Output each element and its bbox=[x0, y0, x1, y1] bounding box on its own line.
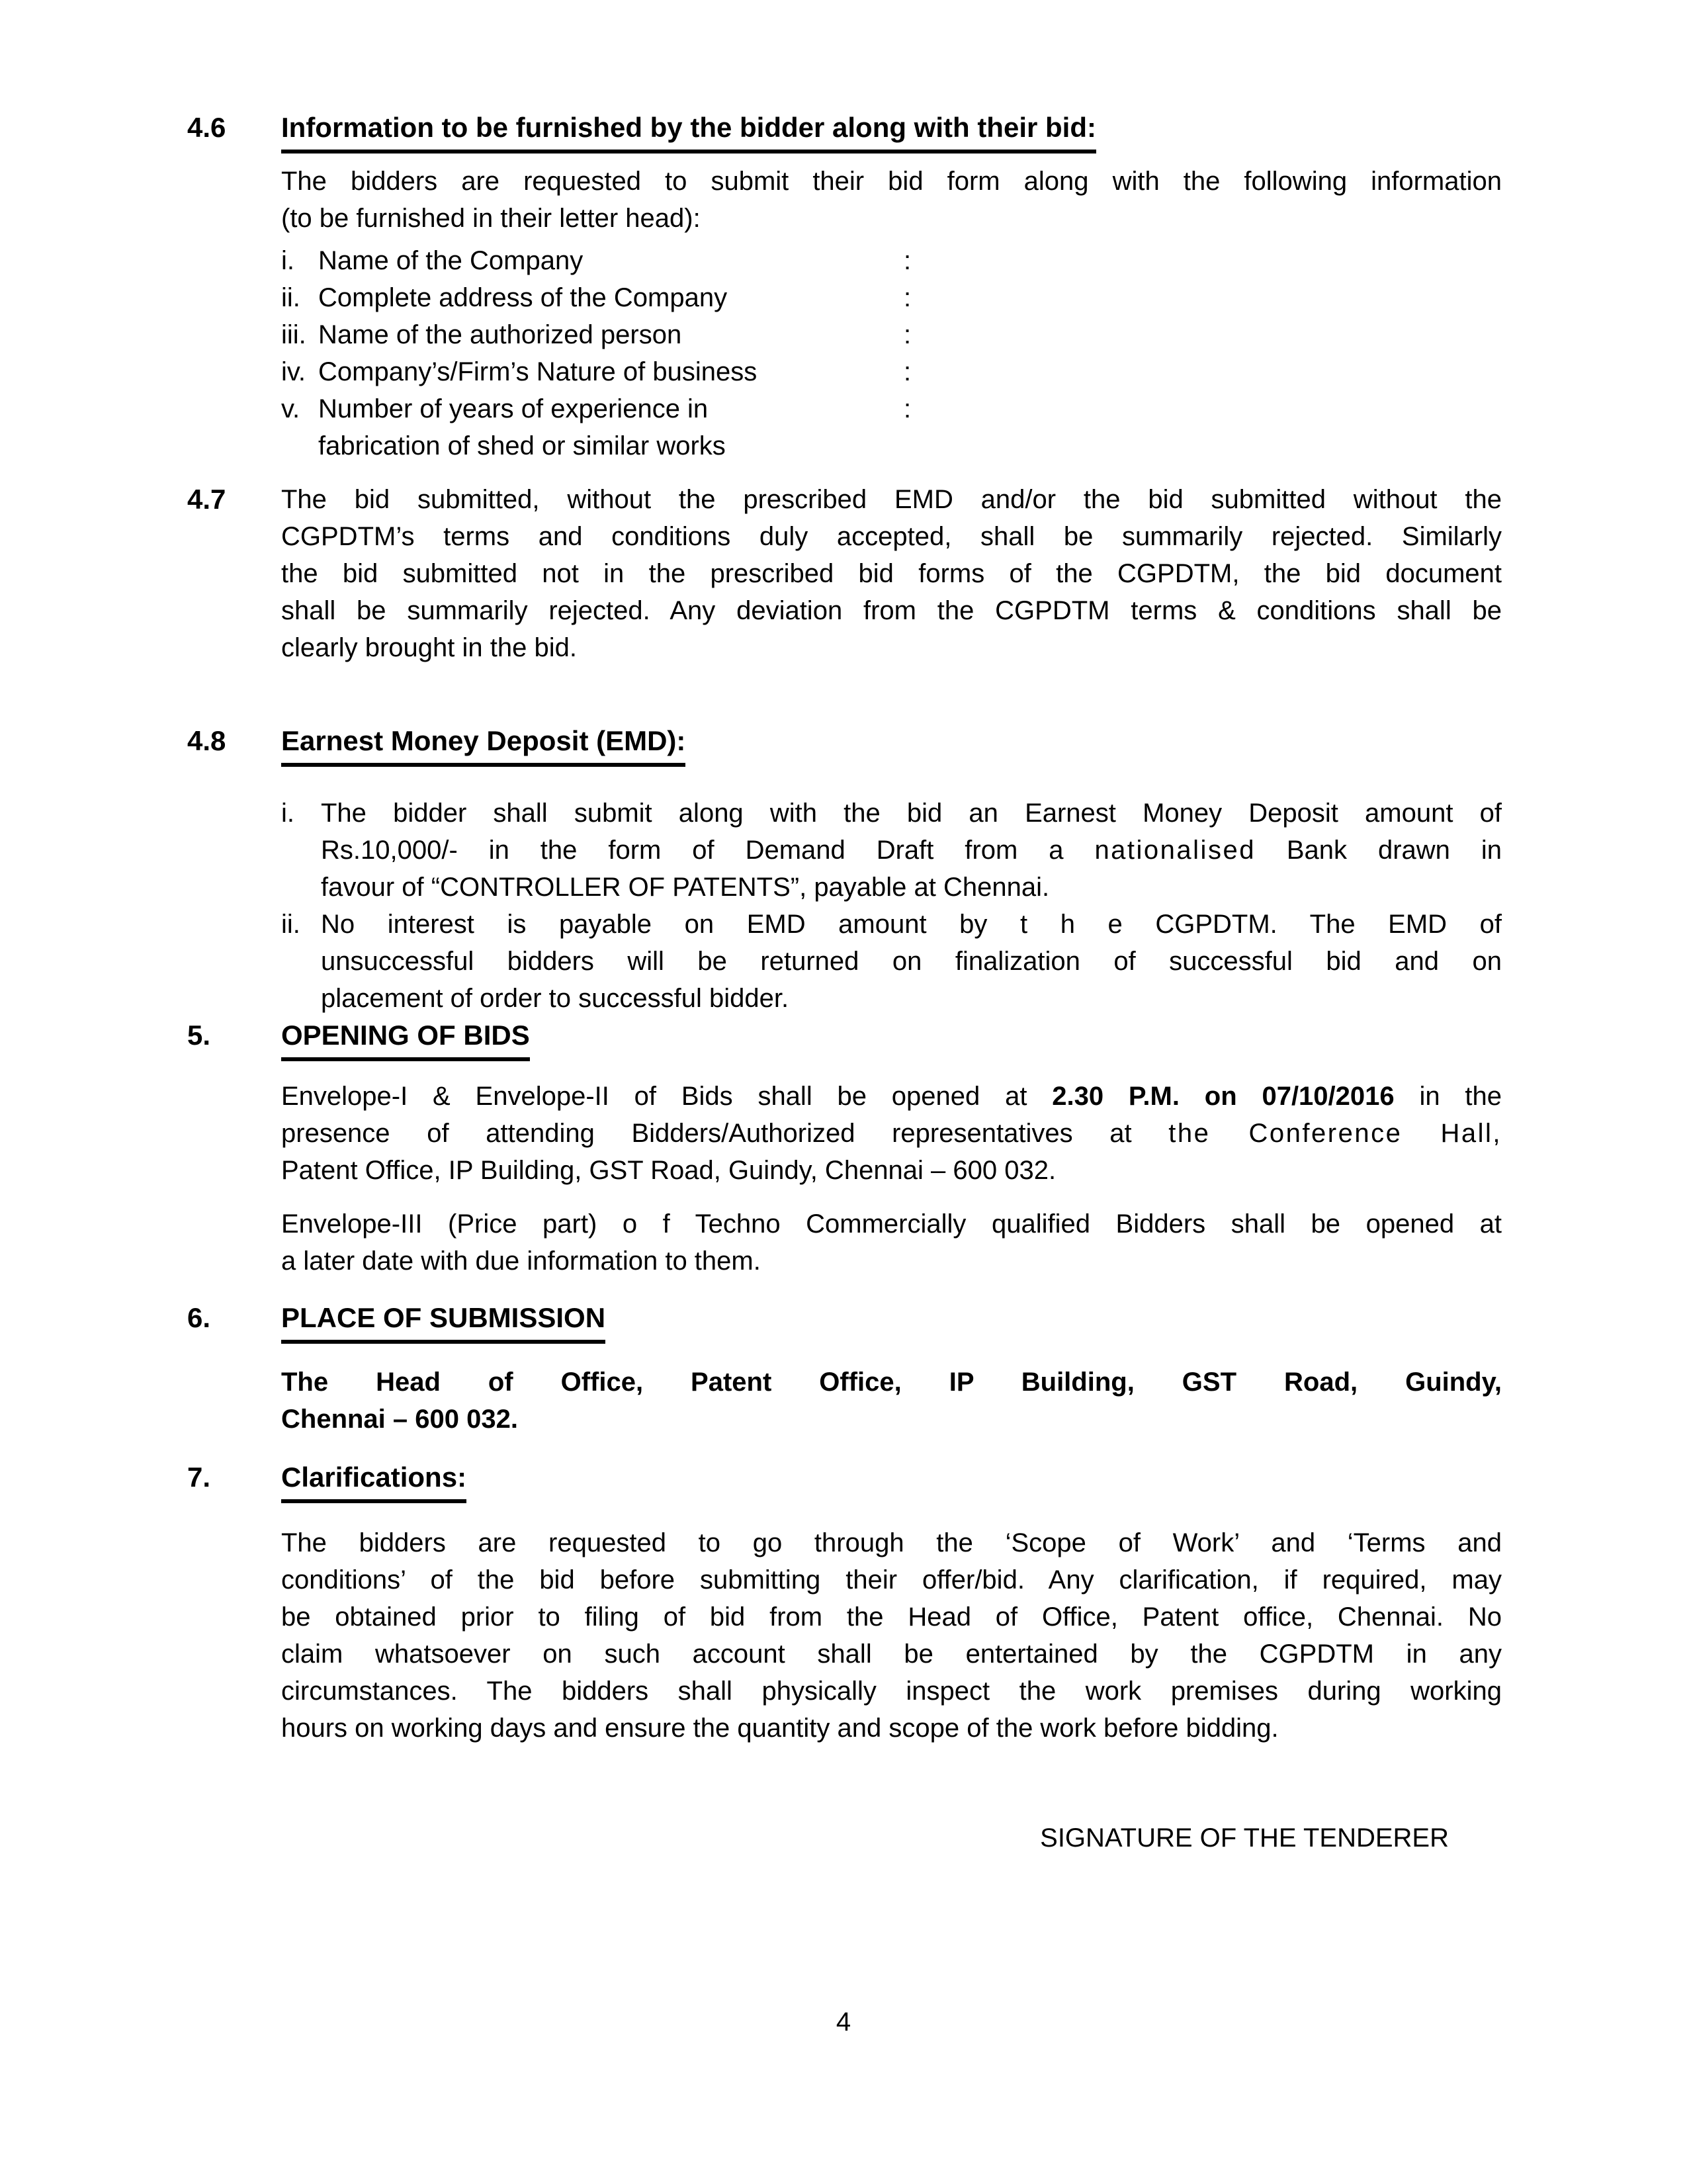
colon-separator: : bbox=[904, 394, 912, 423]
info-list bbox=[281, 242, 1502, 464]
paragraph-line: favour of “CONTROLLER OF PATENTS”, payable at Chennai. bbox=[321, 873, 1050, 902]
item-text: Name of the authorized person bbox=[318, 320, 682, 349]
item-text-line: fabrication of shed or similar works bbox=[318, 431, 726, 460]
paragraph-line: The bidder shall submit along with the bid an Earnest Money Deposit amount of bbox=[321, 799, 1502, 828]
section-heading bbox=[281, 722, 1502, 767]
colon-separator: : bbox=[904, 320, 912, 349]
section-number: 4.7 bbox=[187, 484, 226, 515]
roman-label: ii. bbox=[281, 910, 300, 939]
section-number: 6. bbox=[187, 1302, 211, 1333]
roman-label: v. bbox=[281, 394, 300, 423]
section-6 bbox=[187, 1299, 1502, 1438]
section-heading bbox=[281, 1459, 1502, 1503]
paragraph-line: be obtained prior to filing of bid from the Head of Office, Patent office, Chennai. No bbox=[281, 1602, 1502, 1632]
section-4-8 bbox=[187, 722, 1502, 1017]
paragraph-line: The bidders are requested to go through the ‘Scope of Work’ and ‘Terms and bbox=[281, 1528, 1502, 1557]
item-text bbox=[318, 390, 904, 464]
body-paragraph bbox=[281, 1205, 1502, 1280]
paragraph-line: Chennai – 600 032. bbox=[281, 1405, 518, 1434]
roman-label: ii. bbox=[281, 283, 300, 312]
paragraph-line: unsuccessful bidders will be returned on finalization of successful bid and on bbox=[321, 947, 1502, 976]
paragraph-line: hours on working days and ensure the quantity and scope of the work before bidding. bbox=[281, 1714, 1279, 1743]
colon-separator: : bbox=[904, 283, 912, 312]
section-number: 4.8 bbox=[187, 725, 226, 756]
roman-label: iv. bbox=[281, 357, 306, 386]
list-item bbox=[281, 316, 1502, 353]
body-paragraph bbox=[281, 1364, 1502, 1438]
roman-label: i. bbox=[281, 799, 294, 828]
paragraph-line: clearly brought in the bid. bbox=[281, 633, 577, 662]
item-text bbox=[321, 795, 1502, 906]
paragraph-line: claim whatsoever on such account shall be entertained by the CGPDTM in any bbox=[281, 1639, 1502, 1669]
item-text bbox=[321, 906, 1502, 1017]
signature-line: SIGNATURE OF THE TENDERER bbox=[1040, 1823, 1449, 1853]
section-number: 7. bbox=[187, 1462, 211, 1493]
paragraph-line: The bidders are requested to submit their bid form along with the following information bbox=[281, 167, 1502, 196]
body-paragraph bbox=[281, 1524, 1502, 1747]
section-5 bbox=[187, 1017, 1502, 1280]
section-number: 5. bbox=[187, 1020, 211, 1051]
paragraph-line: placement of order to successful bidder. bbox=[321, 984, 789, 1013]
paragraph-line: Rs.10,000/- in the form of Demand Draft from a nationalised Bank drawn in bbox=[321, 836, 1502, 865]
colon-separator: : bbox=[904, 357, 912, 386]
section-heading bbox=[281, 1017, 1502, 1061]
body-paragraph bbox=[281, 1078, 1502, 1189]
list-item bbox=[281, 279, 1502, 316]
item-text: Complete address of the Company bbox=[318, 283, 728, 312]
section-7 bbox=[187, 1459, 1502, 1747]
paragraph-line: the bid submitted not in the prescribed bid forms of the CGPDTM, the bid document bbox=[281, 559, 1502, 588]
paragraph-line: Envelope-I & Envelope-II of Bids shall be opened at 2.30 P.M. on 07/10/2016 in the bbox=[281, 1082, 1502, 1111]
paragraph-line: a later date with due information to them. bbox=[281, 1246, 761, 1276]
colon-separator: : bbox=[904, 246, 912, 275]
paragraph-line: The Head of Office, Patent Office, IP Building, GST Road, Guindy, bbox=[281, 1368, 1502, 1397]
paragraph-line: The bid submitted, without the prescribed EMD and/or the bid submitted without the bbox=[281, 485, 1502, 514]
item-text: Company’s/Firm’s Nature of business bbox=[318, 357, 757, 386]
paragraph-line: No interest is payable on EMD amount by t h e CGPDTM. The EMD of bbox=[321, 910, 1502, 939]
section-4-7 bbox=[187, 481, 1502, 666]
emd-list bbox=[281, 795, 1502, 1017]
bold-date-time: 2.30 P.M. on 07/10/2016 bbox=[1052, 1082, 1395, 1111]
paragraph-line: Patent Office, IP Building, GST Road, Guindy, Chennai – 600 032. bbox=[281, 1156, 1057, 1185]
paragraph-line: conditions’ of the bid before submitting their offer/bid. Any clarification, if required, may bbox=[281, 1565, 1502, 1594]
list-item bbox=[281, 906, 1502, 1017]
body-paragraph bbox=[281, 481, 1502, 666]
item-text-line: Number of years of experience in bbox=[318, 394, 709, 423]
heading-underline: Information to be furnished by the bidder along with their bid: bbox=[281, 109, 1096, 153]
letterspaced-phrase: the Conference Hall, bbox=[1168, 1119, 1502, 1148]
list-item bbox=[281, 390, 1502, 464]
heading-underline: Clarifications: bbox=[281, 1459, 466, 1503]
heading-underline: Earnest Money Deposit (EMD): bbox=[281, 722, 685, 767]
paragraph-line: Envelope-III (Price part) o f Techno Commercially qualified Bidders shall be opened at bbox=[281, 1209, 1502, 1239]
roman-label: i. bbox=[281, 246, 294, 275]
heading-underline: PLACE OF SUBMISSION bbox=[281, 1299, 605, 1344]
section-heading bbox=[281, 109, 1502, 153]
page-number: 4 bbox=[836, 2007, 851, 2036]
list-item bbox=[281, 242, 1502, 279]
item-text: Name of the Company bbox=[318, 246, 584, 275]
section-number: 4.6 bbox=[187, 112, 226, 143]
paragraph-line: CGPDTM’s terms and conditions duly accepted, shall be summarily rejected. Similarly bbox=[281, 522, 1502, 551]
heading-underline: OPENING OF BIDS bbox=[281, 1017, 530, 1061]
list-item bbox=[281, 795, 1502, 906]
paragraph-line: presence of attending Bidders/Authorized representatives at the Conference Hall, bbox=[281, 1119, 1502, 1148]
list-item bbox=[281, 353, 1502, 390]
letterspaced-word: nationalised bbox=[1094, 836, 1256, 865]
section-heading bbox=[281, 1299, 1502, 1344]
roman-label: iii. bbox=[281, 320, 306, 349]
paragraph-line: (to be furnished in their letter head): bbox=[281, 204, 701, 233]
section-4-6 bbox=[187, 109, 1502, 464]
paragraph-line: circumstances. The bidders shall physically inspect the work premises during working bbox=[281, 1677, 1502, 1706]
paragraph-line: shall be summarily rejected. Any deviation from the CGPDTM terms & conditions shall be bbox=[281, 596, 1502, 625]
